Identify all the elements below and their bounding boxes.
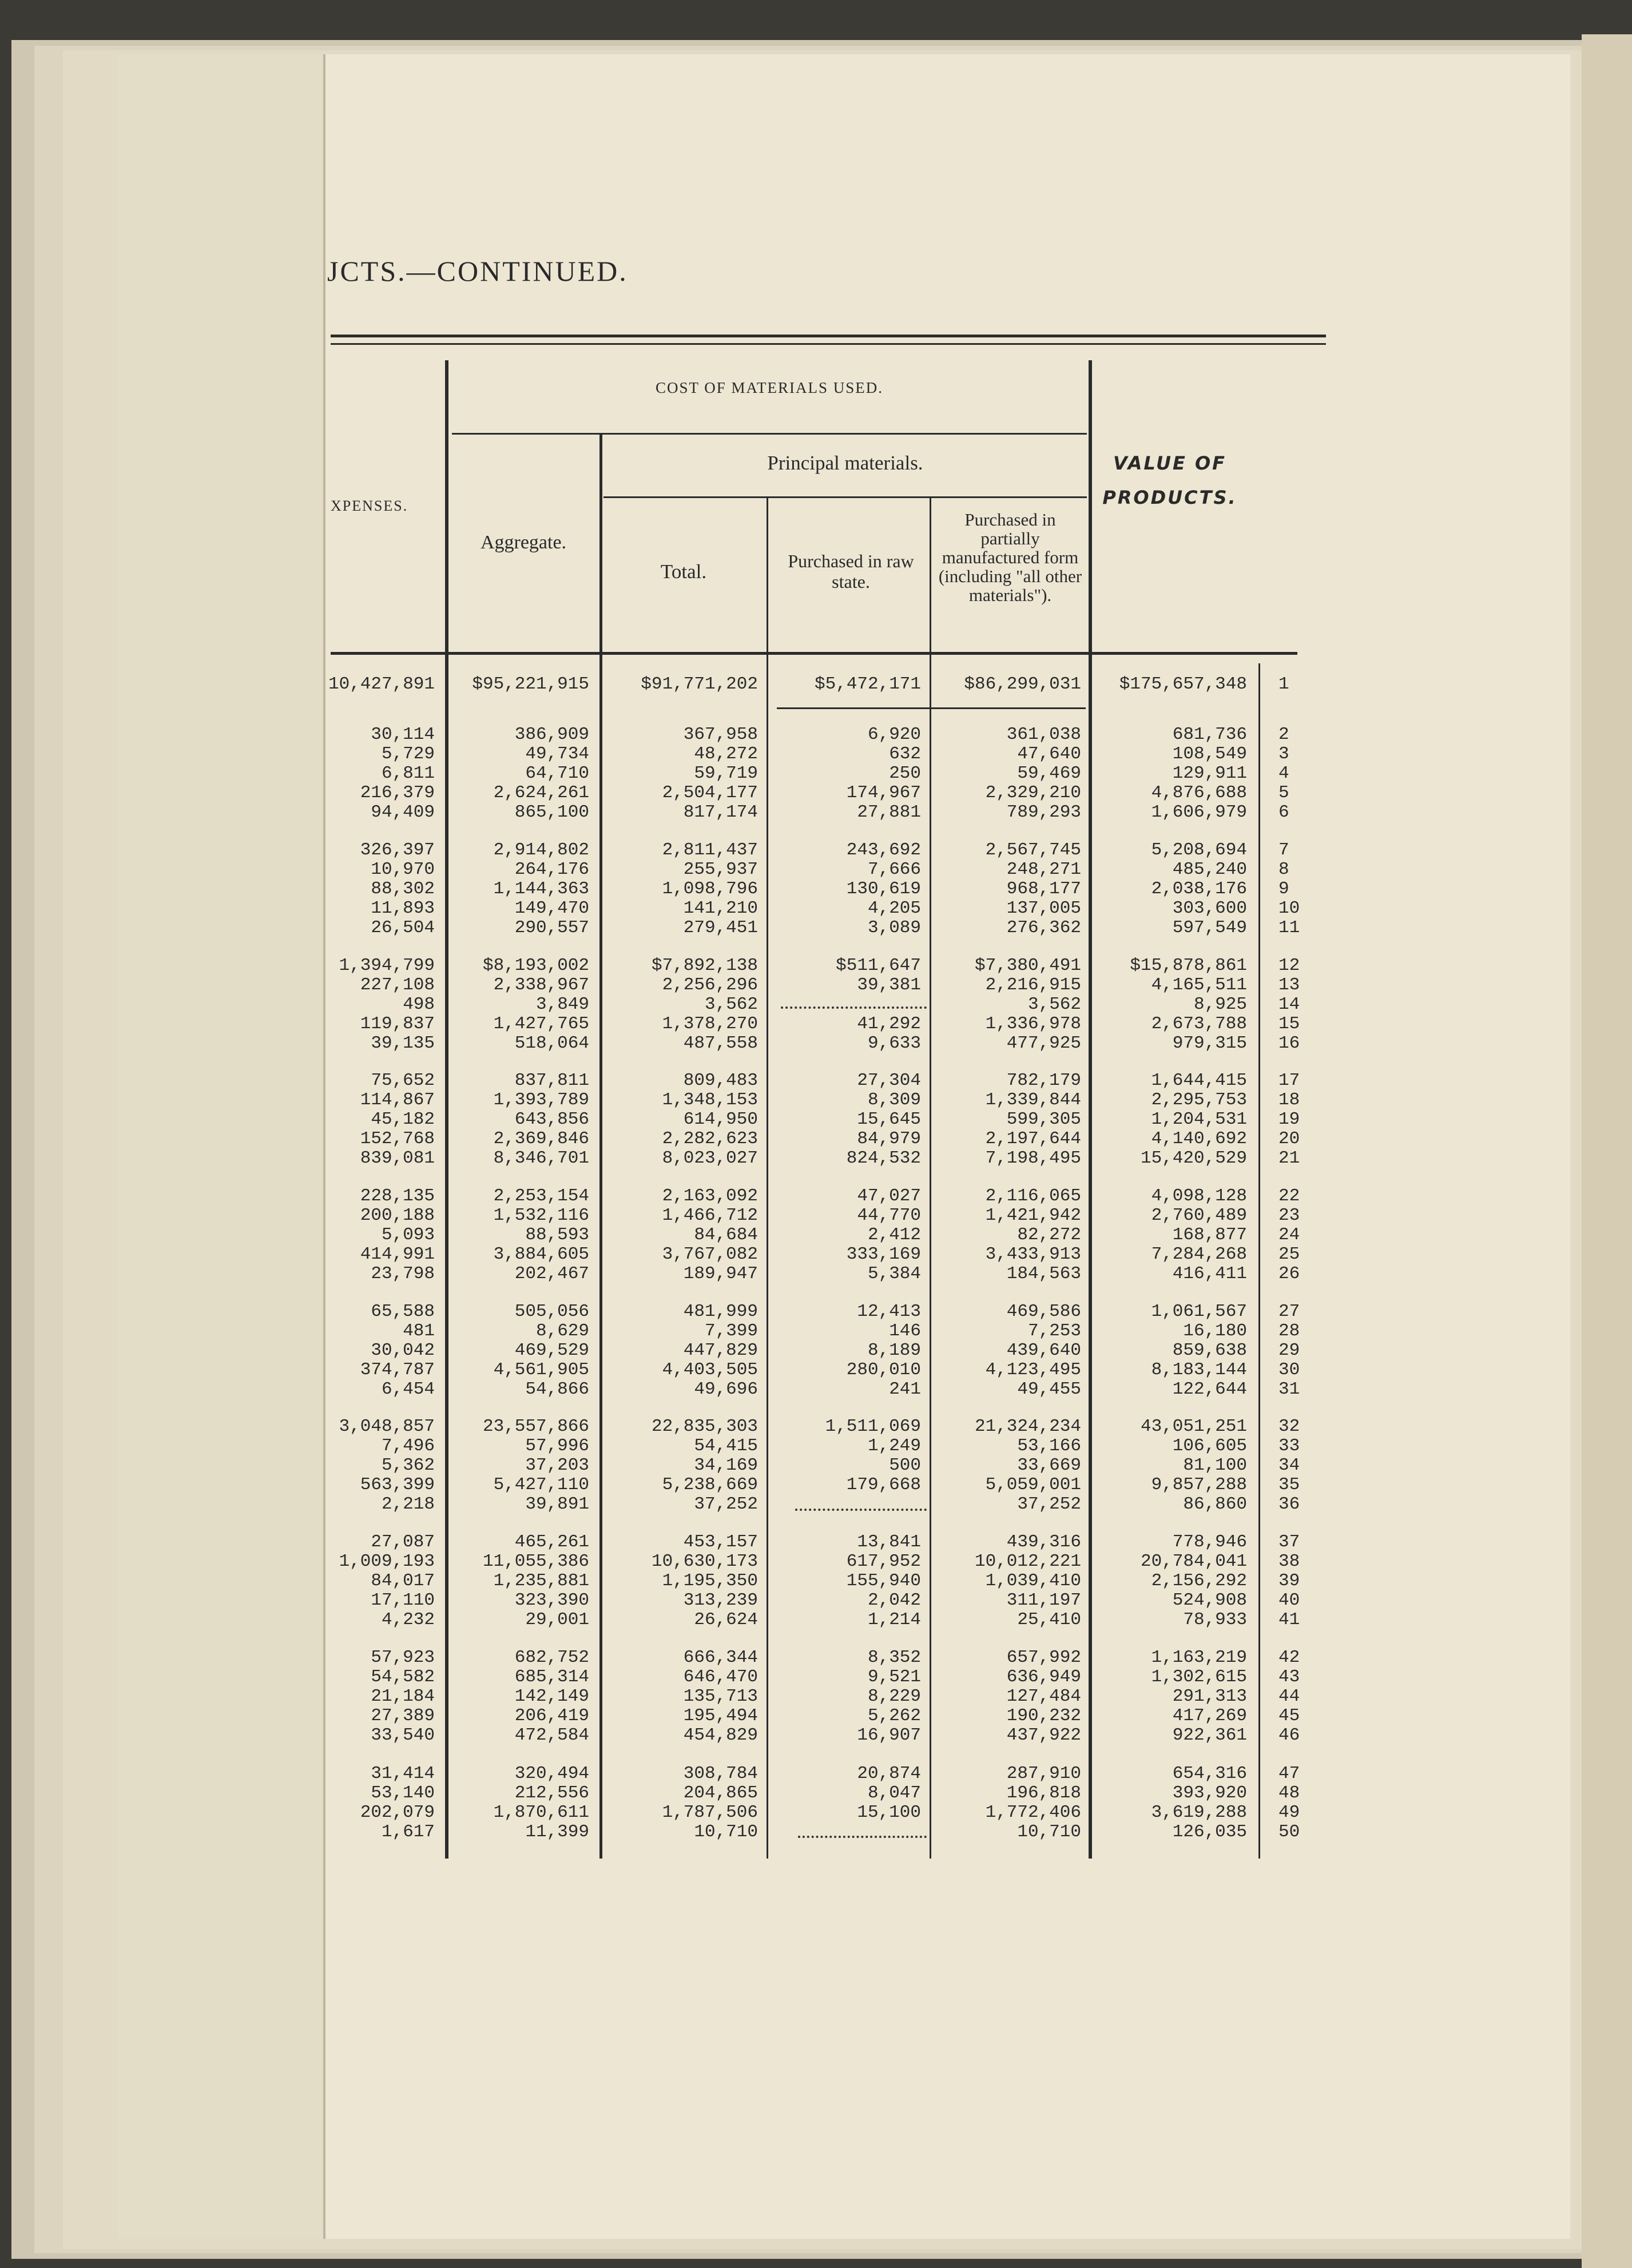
partial-cell: 21,324,234 53,166 33,669 5,059,001 37,252 xyxy=(974,1416,1081,1514)
col-divider-value xyxy=(1258,663,1260,1859)
expenses-cell: 65,588 481 30,042 374,787 6,454 xyxy=(360,1302,435,1399)
aggregate-cell: $8,193,002 2,338,967 3,849 1,427,765 518,064 xyxy=(482,956,589,1053)
row-numbers: 42 43 44 45 46 xyxy=(1278,1648,1300,1745)
aggregate-cell: 2,914,802 264,176 1,144,363 149,470 290,557 xyxy=(493,840,589,938)
value-cell: 5,208,694 485,240 2,038,176 303,600 597,549 xyxy=(1151,840,1247,938)
partial-cell: 439,316 10,012,221 1,039,410 311,197 25,410 xyxy=(974,1532,1081,1630)
row-numbers: 27 28 29 30 31 xyxy=(1278,1302,1300,1399)
expenses-cell: 1,394,799 227,108 498 119,837 39,135 xyxy=(339,956,435,1053)
header-bottom-rule xyxy=(331,652,1297,655)
top-rule-1 xyxy=(331,335,1326,337)
header-principal-materials: Principal materials. xyxy=(767,452,923,474)
raw-cell: 20,874 8,047 15,100 xyxy=(857,1764,921,1823)
row-numbers: 2 3 4 5 6 xyxy=(1278,725,1289,822)
expenses-cell: 228,135 200,188 5,093 414,991 23,798 xyxy=(360,1186,435,1284)
total-row-rule xyxy=(777,707,1086,709)
value-cell: 1,163,219 1,302,615 291,313 417,269 922,361 xyxy=(1151,1648,1247,1745)
raw-cell: 6,920 632 250 174,967 27,881 xyxy=(846,725,921,822)
row-numbers: 47 48 49 50 xyxy=(1278,1764,1300,1842)
aggregate-cell: 386,909 49,734 64,710 2,624,261 865,100 xyxy=(493,725,589,822)
col-divider-partial xyxy=(1089,360,1092,1859)
col-divider-expenses xyxy=(445,360,448,1859)
total-cell: 367,958 48,272 59,719 2,504,177 817,174 xyxy=(662,725,758,822)
value-cell: 1,061,567 16,180 859,638 8,183,144 122,644 xyxy=(1151,1302,1247,1399)
aggregate-cell: 23,557,866 57,996 37,203 5,427,110 39,891 xyxy=(482,1416,589,1514)
expenses-cell: 31,414 53,140 202,079 1,617 xyxy=(360,1764,435,1842)
header-partially-manufactured: Purchased in partially manufactured form (including "all other materials"). xyxy=(938,510,1082,605)
raw-cell: $511,647 39,381 41,292 9,633 xyxy=(836,956,921,1053)
value-cell: 654,316 393,920 3,619,288 126,035 xyxy=(1151,1764,1247,1842)
value-cell: 43,051,251 106,605 81,100 9,857,288 86,860 xyxy=(1140,1416,1247,1514)
total-raw: $5,472,171 xyxy=(814,674,921,694)
header-expenses: XPENSES. xyxy=(331,498,408,514)
raw-cell: 8,352 9,521 8,229 5,262 16,907 xyxy=(857,1648,921,1745)
aggregate-cell: 2,253,154 1,532,116 88,593 3,884,605 202,467 xyxy=(493,1186,589,1284)
partial-cell: 657,992 636,949 127,484 190,232 437,922 xyxy=(1006,1648,1081,1745)
aggregate-cell: 505,056 8,629 469,529 4,561,905 54,866 xyxy=(493,1302,589,1399)
value-cell: 4,098,128 2,760,489 168,877 7,284,268 416,411 xyxy=(1151,1186,1247,1284)
raw-cell: 27,304 8,309 15,645 84,979 824,532 xyxy=(846,1071,921,1168)
header-total: Total. xyxy=(660,560,707,583)
raw-cell: 1,511,069 1,249 500 179,668 xyxy=(825,1416,921,1495)
row-numbers: 17 18 19 20 21 xyxy=(1278,1071,1300,1168)
col-divider-aggregate xyxy=(599,435,602,1859)
expenses-cell: 3,048,857 7,496 5,362 563,399 2,218 xyxy=(339,1416,435,1514)
raw-cell: 243,692 7,666 130,619 4,205 3,089 xyxy=(846,840,921,938)
top-rule-2 xyxy=(331,343,1326,345)
total-cell: 308,784 204,865 1,787,506 10,710 xyxy=(662,1764,758,1842)
partial-cell: 782,179 1,339,844 599,305 2,197,644 7,198,495 xyxy=(985,1071,1081,1168)
total-cell: 481,999 7,399 447,829 4,403,505 49,696 xyxy=(662,1302,758,1399)
row-numbers: 37 38 39 40 41 xyxy=(1278,1532,1300,1630)
partial-cell: $7,380,491 2,216,915 3,562 1,336,978 477,925 xyxy=(974,956,1081,1053)
header-aggregate: Aggregate. xyxy=(480,532,567,553)
header-raw-state: Purchased in raw state. xyxy=(788,551,914,592)
total-total: $91,771,202 xyxy=(641,674,758,694)
total-cell: 2,811,437 255,937 1,098,796 141,210 279,451 xyxy=(662,840,758,938)
raw-cell: 12,413 146 8,189 280,010 241 xyxy=(846,1302,921,1399)
cost-header-rule xyxy=(452,433,1087,435)
partial-cell: 361,038 47,640 59,469 2,329,210 789,293 xyxy=(985,725,1081,822)
expenses-cell: 27,087 1,009,193 84,017 17,110 4,232 xyxy=(339,1532,435,1630)
col-divider-total xyxy=(767,498,768,1859)
total-partial: $86,299,031 xyxy=(964,674,1081,694)
row-numbers: 32 33 34 35 36 xyxy=(1278,1416,1300,1514)
total-cell: 809,483 1,348,153 614,950 2,282,623 8,023,027 xyxy=(662,1071,758,1168)
row-numbers: 12 13 14 15 16 xyxy=(1278,956,1300,1053)
aggregate-cell: 320,494 212,556 1,870,611 11,399 xyxy=(493,1764,589,1842)
total-cell: 453,157 10,630,173 1,195,350 313,239 26,624 xyxy=(651,1532,758,1630)
raw-cell: 47,027 44,770 2,412 333,169 5,384 xyxy=(846,1186,921,1284)
value-cell: 1,644,415 2,295,753 1,204,531 4,140,692 15,420,529 xyxy=(1140,1071,1247,1168)
total-row-number: 1 xyxy=(1278,674,1289,694)
expenses-cell: 57,923 54,582 21,184 27,389 33,540 xyxy=(371,1648,435,1745)
partial-cell: 2,567,745 248,271 968,177 137,005 276,362 xyxy=(985,840,1081,938)
header-cost-of-materials: COST OF MATERIALS USED. xyxy=(655,379,884,396)
principal-header-rule xyxy=(603,496,1087,498)
aggregate-cell: 682,752 685,314 142,149 206,419 472,584 xyxy=(514,1648,589,1745)
total-cell: 2,163,092 1,466,712 84,684 3,767,082 189,947 xyxy=(662,1186,758,1284)
expenses-cell: 75,652 114,867 45,182 152,768 839,081 xyxy=(360,1071,435,1168)
total-cell: 22,835,303 54,415 34,169 5,238,669 37,252 xyxy=(651,1416,758,1514)
header-value-of-products: VALUE OF PRODUCTS. xyxy=(1102,452,1237,508)
raw-cell: 13,841 617,952 155,940 2,042 1,214 xyxy=(846,1532,921,1630)
value-cell: 681,736 108,549 129,911 4,876,688 1,606,979 xyxy=(1151,725,1247,822)
next-page-fold xyxy=(1582,34,1632,2268)
total-value: $175,657,348 xyxy=(1119,674,1247,694)
total-cell: $7,892,138 2,256,296 3,562 1,378,270 487,558 xyxy=(651,956,758,1053)
partial-cell: 287,910 196,818 1,772,406 10,710 xyxy=(985,1764,1081,1842)
expenses-cell: 326,397 10,970 88,302 11,893 26,504 xyxy=(360,840,435,938)
partial-cell: 2,116,065 1,421,942 82,272 3,433,913 184,563 xyxy=(985,1186,1081,1284)
empty-cell-dots xyxy=(798,1836,927,1838)
inner-page-edge xyxy=(117,54,325,2239)
total-cell: 666,344 646,470 135,713 195,494 454,829 xyxy=(683,1648,758,1745)
expenses-cell: 30,114 5,729 6,811 216,379 94,409 xyxy=(360,725,435,822)
value-cell: $15,878,861 4,165,511 8,925 2,673,788 979,315 xyxy=(1130,956,1247,1053)
partial-cell: 469,586 7,253 439,640 4,123,495 49,455 xyxy=(985,1302,1081,1399)
aggregate-cell: 837,811 1,393,789 643,856 2,369,846 8,346,701 xyxy=(493,1071,589,1168)
aggregate-cell: 465,261 11,055,386 1,235,881 323,390 29,001 xyxy=(482,1532,589,1630)
empty-cell-dots xyxy=(795,1509,927,1511)
total-expenses: 10,427,891 xyxy=(328,674,435,694)
row-numbers: 22 23 24 25 26 xyxy=(1278,1186,1300,1284)
total-aggregate: $95,221,915 xyxy=(472,674,589,694)
value-cell: 778,946 20,784,041 2,156,292 524,908 78,933 xyxy=(1140,1532,1247,1630)
page-title: JCTS.—CONTINUED. xyxy=(327,255,628,287)
col-divider-raw xyxy=(930,498,931,1859)
row-numbers: 7 8 9 10 11 xyxy=(1278,840,1300,938)
empty-cell-dots xyxy=(781,1006,927,1009)
